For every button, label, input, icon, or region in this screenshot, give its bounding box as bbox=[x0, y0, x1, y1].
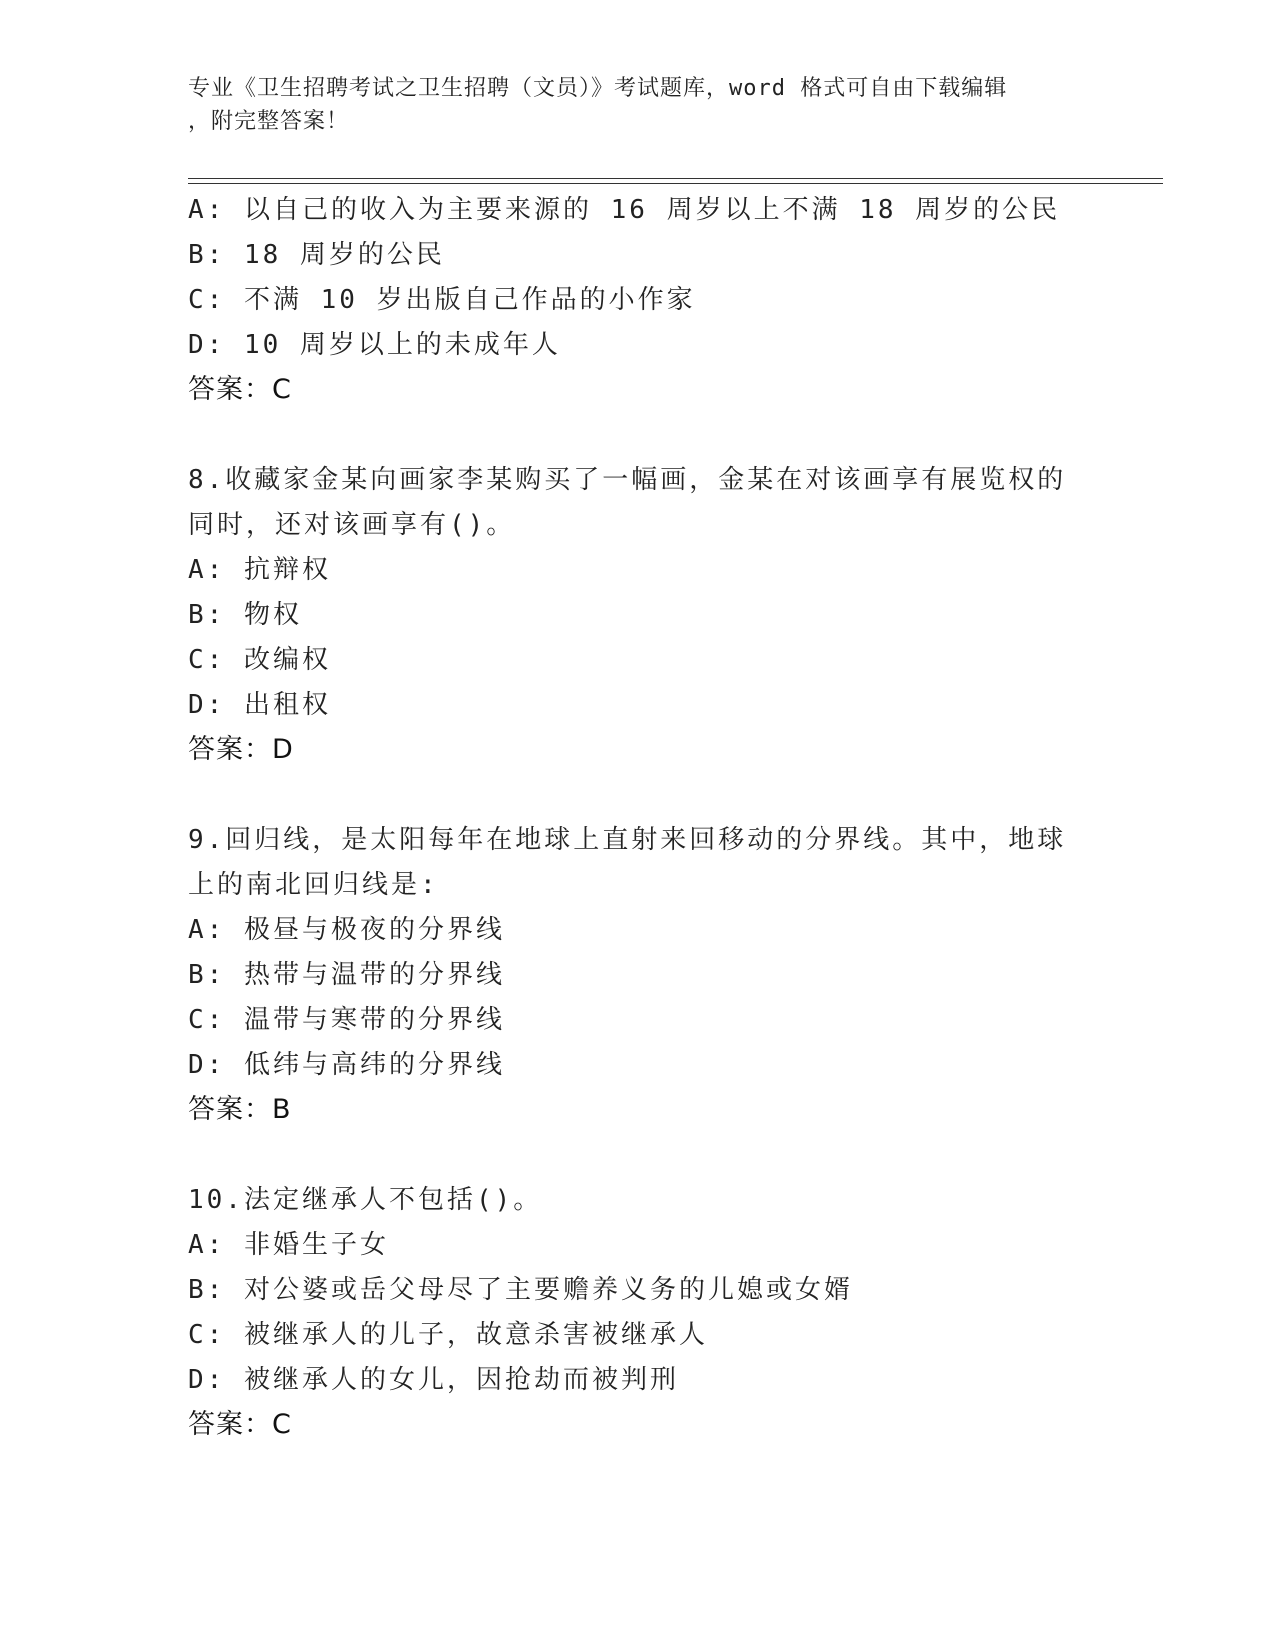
q9-stem-line-2: 上的南北回归线是: bbox=[188, 870, 439, 900]
header-divider-top bbox=[188, 178, 1163, 179]
header-line-1: 专业《卫生招聘考试之卫生招聘（文员）》考试题库，word 格式可自由下载编辑 bbox=[188, 76, 1008, 101]
q7-option-d: D: 10 周岁以上的未成年人 bbox=[188, 330, 561, 360]
q8-option-b: B: 物权 bbox=[188, 600, 302, 630]
q9-option-a: A: 极昼与极夜的分界线 bbox=[188, 915, 505, 945]
q10-option-b: B: 对公婆或岳父母尽了主要赡养义务的儿媳或女婿 bbox=[188, 1275, 853, 1305]
q7-option-a: A: 以自己的收入为主要来源的 16 周岁以上不满 18 周岁的公民 bbox=[188, 195, 1061, 225]
q8-option-a: A: 抗辩权 bbox=[188, 555, 331, 585]
q8-stem-line-2: 同时，还对该画享有()。 bbox=[188, 510, 516, 540]
q9-option-c: C: 温带与寒带的分界线 bbox=[188, 1005, 505, 1035]
header-line-2: ，附完整答案！ bbox=[188, 109, 350, 134]
q10-answer: 答案：C bbox=[188, 1409, 292, 1440]
q8-stem-line-1: 8.收藏家金某向画家李某购买了一幅画，金某在对该画享有展览权的 bbox=[188, 465, 1067, 495]
q10-stem-line-1: 10.法定继承人不包括()。 bbox=[188, 1185, 543, 1215]
q10-option-d: D: 被继承人的女儿，因抢劫而被判刑 bbox=[188, 1365, 679, 1395]
q7-answer: 答案：C bbox=[188, 374, 292, 405]
q8-option-c: C: 改编权 bbox=[188, 645, 331, 675]
q10-option-a: A: 非婚生子女 bbox=[188, 1230, 389, 1260]
q9-option-b: B: 热带与温带的分界线 bbox=[188, 960, 505, 990]
q10-option-c: C: 被继承人的儿子，故意杀害被继承人 bbox=[188, 1320, 708, 1350]
q7-option-b: B: 18 周岁的公民 bbox=[188, 240, 445, 270]
q9-option-d: D: 低纬与高纬的分界线 bbox=[188, 1050, 505, 1080]
header-divider-bottom bbox=[188, 183, 1163, 184]
q9-answer: 答案：B bbox=[188, 1094, 292, 1125]
q9-stem-line-1: 9.回归线，是太阳每年在地球上直射来回移动的分界线。其中，地球 bbox=[188, 825, 1067, 855]
q8-option-d: D: 出租权 bbox=[188, 690, 331, 720]
q8-answer: 答案：D bbox=[188, 734, 294, 765]
document-header bbox=[188, 72, 1088, 138]
q7-option-c: C: 不满 10 岁出版自己作品的小作家 bbox=[188, 285, 696, 315]
